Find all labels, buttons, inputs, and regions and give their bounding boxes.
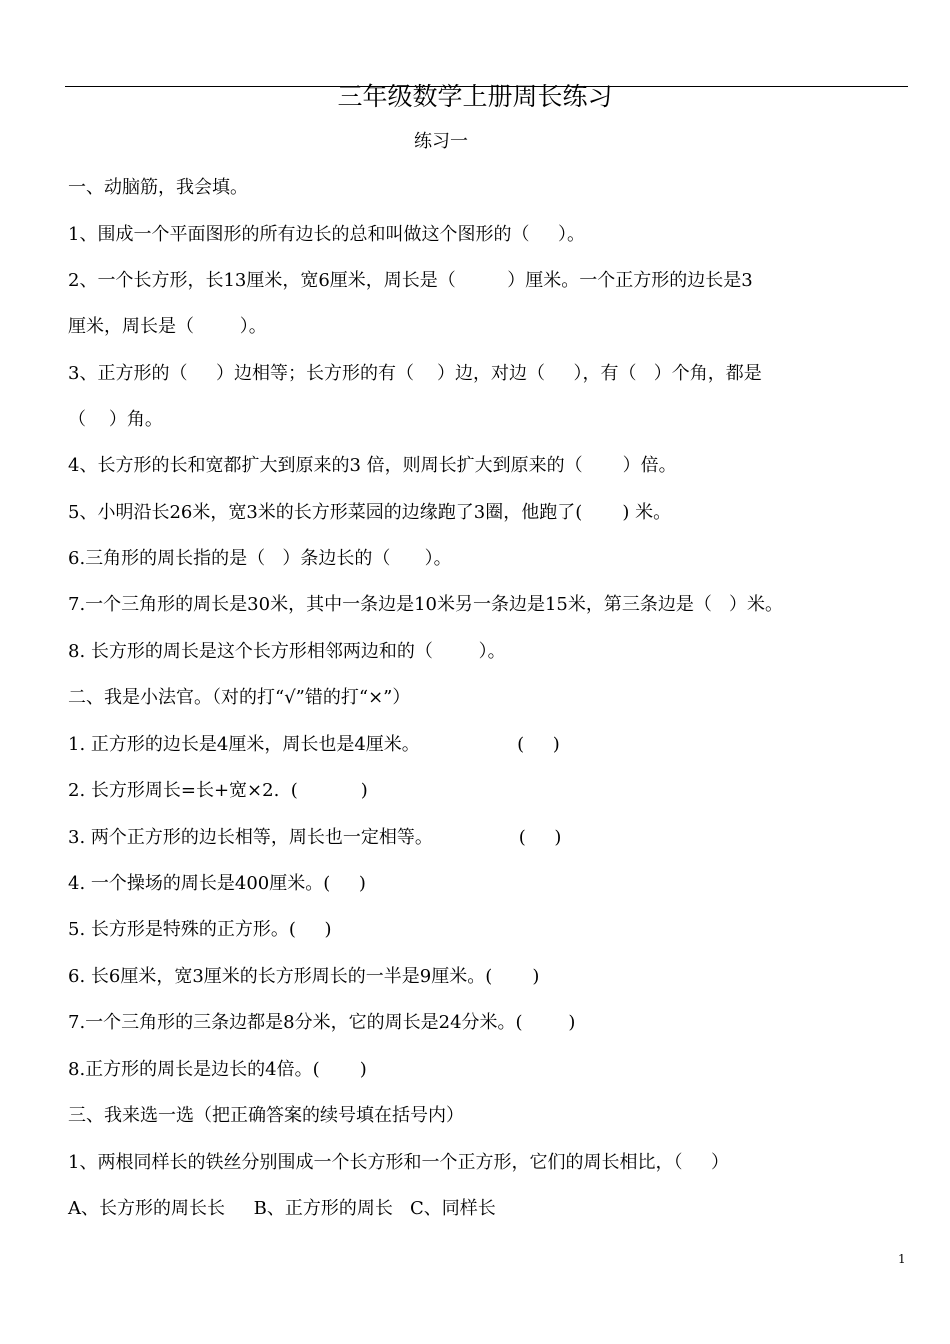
- question-line: （ ）角。: [68, 409, 163, 430]
- question-line: 1、围成一个平面图形的所有边长的总和叫做这个图形的（ ）。: [68, 224, 586, 245]
- question-line: 1、两根同样长的铁丝分别围成一个长方形和一个正方形，它们的周长相比，（ ）: [68, 1152, 730, 1173]
- question-line: 5、小明沿长26米，宽3米的长方形菜园的边缘跑了3圈，他跑了( ) 米。: [68, 502, 672, 523]
- question-line: 4、长方形的长和宽都扩大到原来的3 倍，则周长扩大到原来的（ ）倍。: [68, 455, 677, 476]
- question-line: 4. 一个操场的周长是400厘米。( ): [68, 873, 366, 894]
- page-number: 1: [898, 1252, 906, 1266]
- section-2-heading: 二、我是小法官。（对的打“√”错的打“×”）: [68, 687, 411, 708]
- question-line: 2、一个长方形，长13厘米，宽6厘米，周长是（ ）厘米。一个正方形的边长是3: [68, 270, 753, 291]
- exercise-subtitle: 练习一: [414, 131, 468, 152]
- question-line: 6. 长6厘米，宽3厘米的长方形周长的一半是9厘米。( ): [68, 966, 540, 987]
- question-line: 6.三角形的周长指的是（ ）条边长的（ ）。: [68, 548, 452, 569]
- question-line: 8.正方形的周长是边长的4倍。( ): [68, 1059, 367, 1080]
- page-title: 三年级数学上册周长练习: [337, 82, 613, 111]
- question-line: 厘米，周长是（ ）。: [68, 316, 267, 337]
- question-line: 2. 长方形周长=长+宽×2. ( ): [68, 780, 368, 801]
- answer-options: A、长方形的周长长 B、正方形的周长 C、同样长: [68, 1198, 496, 1219]
- section-1-heading: 一、动脑筋，我会填。: [68, 177, 248, 198]
- question-line: 7.一个三角形的周长是30米，其中一条边是10米另一条边是15米，第三条边是（ ）米。: [68, 594, 784, 615]
- question-line: 3. 两个正方形的边长相等，周长也一定相等。 ( ): [68, 827, 562, 848]
- question-line: 8. 长方形的周长是这个长方形相邻两边和的（ ）。: [68, 641, 506, 662]
- question-line: 7.一个三角形的三条边都是8分米，它的周长是24分米。( ): [68, 1012, 576, 1033]
- question-line: 3、正方形的（ ）边相等；长方形的有（ ）边，对边（ ），有（ ）个角，都是: [68, 363, 762, 384]
- question-line: 1. 正方形的边长是4厘米，周长也是4厘米。 ( ): [68, 734, 560, 755]
- question-line: 5. 长方形是特殊的正方形。( ): [68, 919, 332, 940]
- section-3-heading: 三、我来选一选（把正确答案的续号填在括号内）: [68, 1105, 464, 1126]
